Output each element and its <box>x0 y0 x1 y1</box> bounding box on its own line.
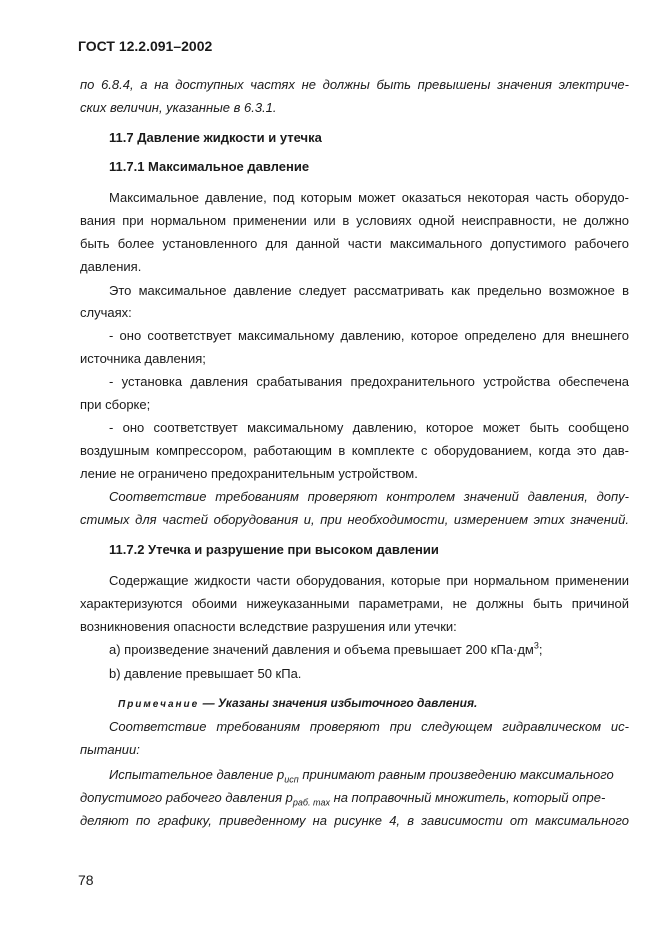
intro-line: по 6.8.4, а на доступных частях не должны быть превышены значения электриче- <box>80 77 629 92</box>
compliance-line: Соответствие требованиям проверяют при следующем гидравлическом ис- <box>109 719 629 734</box>
note: Примечание — Указаны значения избыточного давления. <box>118 696 478 710</box>
list-item-line: источника давления; <box>80 351 206 366</box>
intro-line: ских величин, указанные в 6.3.1. <box>80 100 277 115</box>
section-11-7-1-title: 11.7.1 Максимальное давление <box>109 159 310 174</box>
list-item-a: a) произведение значений давления и объема превышает 200 $кПа\cdot дм^3$; <box>109 640 543 657</box>
section-11-7-2-title: 11.7.2 Утечка и разрушение при высоком давлении <box>109 542 439 557</box>
list-item-b: b) давление превышает 50 кПа. <box>109 666 302 681</box>
test-line: Испытательное давление $p_{исп}$ принимают равным произведению максимального <box>109 767 614 785</box>
list-item-line: воздушным компрессором, работающим в комплекте с оборудованием, когда это дав- <box>80 443 629 458</box>
test-line: деляют по графику, приведенному на рисунке 4, в зависимости от максимального <box>80 813 629 828</box>
section-11-7-title: 11.7 Давление жидкости и утечка <box>109 130 322 145</box>
paragraph-line: Максимальное давление, под которым может оказаться некоторая часть оборудо- <box>109 190 629 205</box>
page-number: 78 <box>78 872 94 888</box>
test-line: допустимого рабочего давления $p_{раб. max}$ на поправочный множитель, который опре- <box>80 790 606 808</box>
standard-header: ГОСТ 12.2.091–2002 <box>78 38 213 54</box>
paragraph-line: давления. <box>80 259 142 274</box>
compliance-line: стимых для частей оборудования и, при необходимости, измерением этих значений. <box>80 512 629 527</box>
paragraph-line: случаях: <box>80 305 132 320</box>
paragraph-line: Содержащие жидкости части оборудования, которые при нормальном применении <box>109 573 629 588</box>
list-item-line: - установка давления срабатывания предохранительного устройства обеспечена <box>109 374 629 389</box>
paragraph-line: быть более установленного для данной части максимального допустимого рабочего <box>80 236 629 251</box>
list-item-line: - оно соответствует максимальному давлению, которое может быть сообщено <box>109 420 629 435</box>
list-item-line: при сборке; <box>80 397 151 412</box>
paragraph-line: характеризуются обоими нижеуказанными параметрами, не должны быть причиной <box>80 596 629 611</box>
paragraph-line: возникновения опасности вследствие разрушения или утечки: <box>80 619 457 634</box>
compliance-line: пытании: <box>80 742 140 757</box>
list-item-line: - оно соответствует максимальному давлению, которое определено для внешнего <box>109 328 629 343</box>
paragraph-line: вания при нормальном применении или в условиях одной неисправности, не должно <box>80 213 629 228</box>
paragraph-line: Это максимальное давление следует рассматривать как предельно возможное в <box>109 283 629 298</box>
compliance-line: Соответствие требованиям проверяют контролем значений давления, допу- <box>109 489 629 504</box>
list-item-line: ление не ограничено предохранительным устройством. <box>80 466 418 481</box>
